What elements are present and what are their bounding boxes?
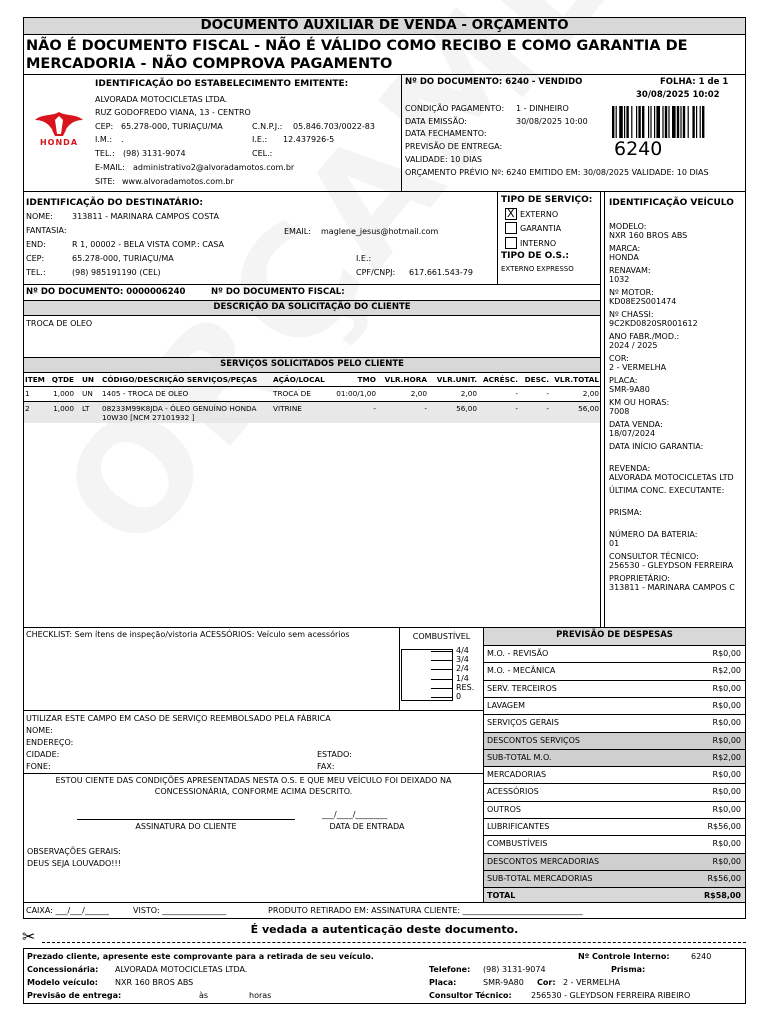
recipient-cep: 65.278-000, TURIAÇU/MA — [72, 254, 174, 263]
stub-placa-label: Placa: — [429, 978, 457, 987]
services-header-divider — [23, 386, 601, 387]
recipient-nome-label: NOME: — [26, 212, 53, 221]
fuel-level-label: 0 — [456, 692, 462, 701]
folha: FOLHA: 1 de 1 — [660, 77, 729, 87]
vehicle-line: 18/07/2024 — [609, 429, 656, 439]
table-cell: - — [546, 389, 549, 398]
table-cell: UN — [82, 389, 93, 398]
request-box — [23, 315, 601, 358]
stub-tel-label: Telefone: — [429, 965, 471, 974]
entrega-label: PREVISÃO DE ENTREGA: — [405, 142, 503, 151]
column-header: DESC. — [524, 375, 549, 384]
recipient-heading: IDENTIFICAÇÃO DO DESTINATÁRIO: — [26, 198, 203, 208]
table-cell: 2,00 — [460, 389, 477, 398]
vehicle-line: HONDA — [609, 253, 639, 263]
expense-row — [484, 870, 745, 887]
option-interno: INTERNO — [520, 239, 557, 248]
table-cell: 56,00 — [578, 404, 599, 413]
vehicle-line: Nº CHASSI: — [609, 310, 654, 319]
warning-line-2: MERCADORIA - NÃO COMPROVA PAGAMENTO — [26, 56, 393, 72]
fiscal-label: Nº DO DOCUMENTO FISCAL: — [211, 287, 345, 297]
docnum-label: Nº DO DOCUMENTO: 0000006240 — [26, 287, 186, 297]
request-heading: DESCRIÇÃO DA SOLICITAÇÃO DO CLIENTE — [213, 302, 411, 312]
vehicle-line: NXR 160 BROS ABS — [609, 231, 688, 241]
recipient-ie-label: I.E.: — [356, 254, 372, 263]
emitter-tel: (98) 3131-9074 — [123, 149, 186, 158]
stub-horas: horas — [249, 991, 272, 1000]
service-type-heading: TIPO DE SERVIÇO: — [501, 195, 593, 205]
expense-row — [484, 732, 745, 749]
table-cell: - — [424, 404, 427, 413]
expense-row — [484, 835, 745, 852]
os-value: EXTERNO EXPRESSO — [501, 265, 574, 273]
fuel-tick — [431, 688, 453, 689]
fuel-level-label: 4/4 — [456, 646, 469, 655]
vehicle-line: 9C2KD0820SR001612 — [609, 319, 698, 329]
fuel-level-label: 2/4 — [456, 664, 469, 674]
factory-nome: NOME: — [26, 726, 53, 735]
table-cell: VITRINE — [273, 404, 302, 413]
expense-row — [484, 714, 745, 731]
emitter-tel-label: TEL.: — [95, 149, 115, 158]
table-cell: TROCA DE — [273, 389, 311, 398]
stub-placa: SMR-9A80 — [483, 978, 524, 987]
recipient-email: maglene_jesus@hotmail.com — [321, 227, 439, 236]
recipient-tel: (98) 985191190 (CEL) — [72, 268, 161, 277]
emitter-cnpj-label: C.N.P.J.: — [252, 122, 283, 131]
option-garantia: GARANTIA — [520, 224, 562, 233]
expense-row — [484, 680, 745, 697]
stub-consultor-label: Consultor Técnico: — [429, 991, 512, 1000]
factory-cidade: CIDADE: — [26, 750, 60, 759]
table-cell: 56,00 — [456, 404, 477, 413]
declaration-line-1: ESTOU CIENTE DAS CONDIÇÕES APRESENTADAS NESTA O.S. E QUE MEU VEÍCULO FOI DEIXADO NA — [55, 776, 452, 785]
expense-label: DESCONTOS MERCADORIAS — [487, 856, 600, 866]
services-heading: SERVIÇOS SOLICITADOS PELO CLIENTE — [220, 359, 404, 369]
expense-label: SERVIÇOS GERAIS — [487, 718, 559, 728]
expenses-heading: PREVISÃO DE DESPESAS — [556, 630, 673, 640]
barcode — [612, 106, 742, 138]
vehicle-line: COR: — [609, 354, 629, 363]
checkbox-garantia[interactable] — [505, 222, 517, 234]
table-cell: 1,000 — [53, 389, 74, 398]
vehicle-line: KM OU HORAS: — [609, 398, 670, 407]
expense-label: SUB-TOTAL MERCADORIAS — [487, 873, 593, 883]
fuel-gauge — [401, 649, 453, 701]
stub-controle: 6240 — [691, 952, 712, 961]
column-header: VLR.TOTAL — [554, 375, 599, 384]
cut-line — [42, 942, 746, 943]
request-text: TROCA DE OLEO — [26, 319, 93, 328]
validade: VALIDADE: 10 DIAS — [405, 155, 482, 164]
declaration-line-2: CONCESSIONÁRIA, CONFORME ACIMA DESCRITO. — [154, 787, 353, 796]
obs-text: DEUS SEJA LOUVADO!!! — [27, 859, 121, 868]
emitter-address: RUZ GODOFREDO VIANA, 13 - CENTRO — [95, 108, 251, 117]
expense-row — [484, 783, 745, 800]
expense-value: R$56,00 — [707, 822, 741, 831]
cond-label: CONDIÇÃO PAGAMENTO: — [405, 104, 505, 113]
emitter-name: ALVORADA MOTOCICLETAS LTDA. — [95, 95, 228, 104]
vehicle-heading: IDENTIFICAÇÃO VEÍCULO — [609, 198, 734, 208]
vehicle-line: 1032 — [609, 275, 630, 285]
column-header: TMO — [357, 375, 376, 384]
emitter-cnpj: 05.846.703/0022-83 — [293, 122, 375, 131]
expense-value: R$56,00 — [707, 873, 741, 883]
expense-label: SUB-TOTAL M.O. — [487, 752, 552, 762]
expense-row — [484, 766, 745, 783]
fuel-level-label: 3/4 — [456, 655, 469, 665]
expense-label: M.O. - MECÂNICA — [487, 666, 556, 676]
stub-modelo-label: Modelo veículo: — [27, 978, 98, 987]
stub-controle-label: Nº Controle Interno: — [578, 952, 670, 961]
doc-number: Nº DO DOCUMENTO: 6240 - VENDIDO — [405, 77, 583, 87]
vehicle-line: Nº MOTOR: — [609, 288, 654, 297]
expense-row — [484, 662, 745, 679]
expense-row — [484, 887, 745, 903]
vehicle-line: DATA VENDA: — [609, 420, 663, 429]
stub-modelo: NXR 160 BROS ABS — [115, 978, 194, 987]
vehicle-line: 7008 — [609, 407, 630, 417]
stub-conc: ALVORADA MOTOCICLETAS LTDA. — [115, 965, 248, 974]
recipient-cep-label: CEP: — [26, 254, 45, 263]
expense-value: R$0,00 — [712, 683, 741, 693]
expense-row — [484, 749, 745, 766]
expense-value: R$0,00 — [712, 700, 741, 710]
emitter-email-label: E-MAIL: — [95, 163, 125, 172]
fuel-level-label: 1/4 — [456, 673, 469, 683]
expense-label: LUBRIFICANTES — [487, 822, 550, 831]
expense-label: TOTAL — [487, 891, 516, 901]
os-heading: TIPO DE O.S.: — [501, 251, 569, 261]
vehicle-line: 313811 - MARINARA CAMPOS C — [609, 583, 735, 593]
vehicle-line: PROPRIETÁRIO: — [609, 574, 670, 583]
emitter-cep-label: CEP: — [95, 122, 114, 131]
stub-conc-label: Concessionária: — [27, 965, 99, 974]
factory-fax: FAX: — [317, 762, 335, 771]
emissao-label: DATA EMISSÃO: — [405, 117, 467, 126]
emitter-im-label: I.M.: — [95, 135, 113, 144]
checkbox-externo[interactable] — [505, 208, 517, 220]
table-cell: 1,000 — [53, 404, 74, 413]
factory-fone: FONE: — [26, 762, 51, 771]
table-cell: 10W30 [NCM 27101932 ] — [102, 413, 195, 422]
vehicle-line: NÚMERO DA BATERIA: — [609, 530, 698, 539]
recipient-tel-label: TEL.: — [26, 268, 46, 277]
vehicle-line: CONSULTOR TÉCNICO: — [609, 552, 699, 561]
column-header: QTDE — [51, 375, 74, 384]
vehicle-line: ÚLTIMA CONC. EXECUTANTE: — [609, 486, 725, 495]
option-externo: EXTERNO — [520, 210, 559, 219]
vehicle-line: PRISMA: — [609, 508, 642, 517]
page-title: DOCUMENTO AUXILIAR DE VENDA - ORÇAMENTO — [200, 17, 569, 33]
fuel-tick — [431, 697, 453, 698]
table-cell: 2,00 — [410, 389, 427, 398]
column-header: ITEM — [25, 375, 45, 384]
emitter-heading: IDENTIFICAÇÃO DO ESTABELECIMENTO EMITENTE: — [95, 79, 349, 89]
expense-label: MERCADORIAS — [487, 770, 547, 780]
expense-value: R$2,00 — [712, 752, 741, 762]
expense-row — [484, 801, 745, 818]
expense-label: LAVAGEM — [487, 700, 526, 710]
expense-value: R$0,00 — [712, 787, 741, 797]
check-mark: X — [507, 207, 515, 220]
stub-cor: 2 - VERMELHA — [563, 978, 621, 987]
orcamento-previo: ORÇAMENTO PRÉVIO Nº: 6240 EMITIDO EM: 30/08/2025 VALIDADE: 10 DIAS — [405, 168, 709, 177]
fuel-heading: COMBUSTÍVEL — [412, 632, 471, 641]
stub-cor-label: Cor: — [537, 978, 556, 987]
fechamento-label: DATA FECHAMENTO: — [405, 129, 487, 138]
fuel-tick — [431, 669, 453, 670]
column-header: UN — [82, 375, 95, 384]
stub-prisma-label: Prisma: — [611, 965, 646, 974]
date-label: DATA DE ENTRADA — [329, 822, 405, 831]
expense-row — [484, 697, 745, 714]
emitter-im: . — [121, 135, 124, 144]
scissors-icon: ✂ — [22, 927, 36, 946]
expense-value: R$0,00 — [712, 839, 741, 849]
cond-value: 1 - DINHEIRO — [516, 104, 569, 113]
vehicle-line: 256530 - GLEYDSON FERREIRA — [609, 561, 734, 571]
expense-value: R$58,00 — [703, 891, 741, 901]
expense-value: R$0,00 — [712, 856, 741, 866]
expense-value: R$0,00 — [712, 649, 741, 658]
checklist-text: CHECKLIST: Sem ítens de inspeção/vistoria ACESSÓRIOS: Veículo sem acessórios — [26, 630, 350, 639]
expense-row — [484, 818, 745, 835]
recipient-email-label: EMAIL: — [284, 227, 311, 236]
recipient-end: R 1, 00002 - BELA VISTA COMP.: CASA — [72, 240, 224, 249]
recipient-nome: 313811 - MARINARA CAMPOS COSTA — [72, 212, 219, 221]
recipient-cpf-label: CPF/CNPJ: — [356, 268, 396, 277]
expense-label: SERV. TERCEIROS — [487, 683, 557, 693]
expense-label: COMBUSTÍVEIS — [487, 839, 548, 849]
vehicle-line: SMR-9A80 — [609, 385, 650, 395]
factory-heading: UTILIZAR ESTE CAMPO EM CASO DE SERVIÇO REEMBOLSADO PELA FÁBRICA — [26, 714, 331, 723]
table-cell: 2,00 — [582, 389, 599, 398]
emitter-ie: 12.437926-5 — [283, 135, 335, 144]
column-header: AÇÃO/LOCAL — [273, 375, 325, 384]
visto: VISTO: ________________ — [133, 906, 227, 915]
stub-entrega-label: Previsão de entrega: — [27, 991, 122, 1000]
vehicle-line: 2 - VERMELHA — [609, 363, 667, 373]
column-header: VLR.UNIT. — [436, 375, 477, 384]
expenses-box — [483, 627, 746, 903]
expense-label: OUTROS — [487, 804, 521, 814]
vehicle-line: 2024 / 2025 — [609, 341, 658, 351]
expense-label: ACESSÓRIOS — [487, 787, 539, 797]
recipient-end-label: END: — [26, 240, 46, 249]
date-blank: ___/____/________ — [322, 810, 388, 819]
emitter-site-label: SITE: — [95, 177, 116, 186]
emitter-cel-label: CEL.: — [252, 149, 273, 158]
obs-label: OBSERVAÇÕES GERAIS: — [27, 847, 121, 856]
doc-datetime: 30/08/2025 10:02 — [636, 90, 720, 100]
signature-line — [77, 819, 295, 820]
table-cell: 01:00/1,00 — [336, 389, 376, 398]
barcode-number: 6240 — [614, 138, 663, 160]
column-header: VLR.HORA — [384, 375, 427, 384]
factory-estado: ESTADO: — [317, 750, 352, 759]
table-cell: - — [373, 404, 376, 413]
table-cell: - — [515, 389, 518, 398]
emitter-cep: 65.278-000, TURIAÇU/MA — [121, 122, 223, 131]
vehicle-line: KD08E2S001474 — [609, 297, 677, 307]
vehicle-line: MODELO: — [609, 222, 647, 231]
recipient-cpf: 617.661.543-79 — [409, 268, 473, 277]
checkbox-interno[interactable] — [505, 237, 517, 249]
column-header: CÓDIGO/DESCRIÇÃO SERVIÇOS/PEÇAS — [102, 375, 258, 384]
expense-label: DESCONTOS SERVIÇOS — [487, 735, 581, 745]
expense-value: R$0,00 — [712, 718, 741, 728]
vehicle-line: MARCA: — [609, 244, 641, 253]
logo-text: HONDA — [39, 138, 79, 147]
table-cell: 2 — [25, 404, 30, 413]
warning-line-1: NÃO É DOCUMENTO FISCAL - NÃO É VÁLIDO COMO RECIBO E COMO GARANTIA DE — [26, 38, 688, 54]
honda-logo — [33, 108, 85, 150]
fuel-tick — [431, 651, 453, 652]
stub-as: às — [199, 991, 209, 1000]
fuel-tick — [431, 660, 453, 661]
retirado: PRODUTO RETIRADO EM: ASSINATURA CLIENTE: ______________________________ — [268, 906, 583, 915]
emitter-email: administrativo2@alvoradamotos.com.br — [133, 163, 295, 172]
table-cell: - — [546, 404, 549, 413]
fuel-level-label: RES. — [456, 682, 475, 692]
stub-tel: (98) 3131-9074 — [483, 965, 546, 974]
table-cell: - — [515, 404, 518, 413]
vehicle-line: ANO FABR./MOD.: — [609, 332, 680, 341]
vehicle-line: DATA INÍCIO GARANTIA: — [609, 442, 704, 451]
fuel-tick — [431, 679, 453, 680]
vehicle-line: REVENDA: — [609, 464, 651, 473]
column-header: ACRÉSC. — [483, 375, 518, 384]
expense-value: R$0,00 — [712, 804, 741, 814]
stub-consultor: 256530 - GLEYDSON FERREIRA RIBEIRO — [531, 991, 691, 1000]
table-cell: 08233M99K8JDA - ÓLEO GENUÍNO HONDA — [102, 404, 257, 413]
expense-value: R$0,00 — [712, 735, 741, 745]
signature-label: ASSINATURA DO CLIENTE — [135, 822, 237, 831]
emitter-site: www.alvoradamotos.com.br — [122, 177, 234, 186]
expense-value: R$2,00 — [712, 666, 741, 676]
table-cell: 1 — [25, 389, 30, 398]
vehicle-line: ALVORADA MOTOCICLETAS LTD — [609, 473, 734, 483]
expense-value: R$0,00 — [712, 770, 741, 780]
emitter-ie-label: I.E.: — [252, 135, 268, 144]
expense-label: M.O. - REVISÃO — [487, 649, 549, 658]
vedada-notice: É vedada a autenticação deste documento. — [250, 923, 519, 936]
stub-intro: Prezado cliente, apresente este comprovante para a retirada de seu veículo. — [27, 952, 374, 961]
table-cell: LT — [82, 404, 90, 413]
emissao-value: 30/08/2025 10:00 — [516, 117, 588, 126]
vehicle-line: RENAVAM: — [609, 266, 651, 275]
vehicle-line: 01 — [609, 539, 620, 549]
table-cell: 1405 - TROCA DE OLEO — [102, 389, 189, 398]
factory-endereco: ENDEREÇO: — [26, 738, 74, 747]
expense-row — [484, 645, 745, 662]
caixa: CAIXA: ___/___/______ — [26, 906, 109, 915]
vehicle-line: PLACA: — [609, 376, 638, 385]
recipient-fantasia-label: FANTASIA: — [26, 226, 67, 235]
expense-row — [484, 853, 745, 870]
